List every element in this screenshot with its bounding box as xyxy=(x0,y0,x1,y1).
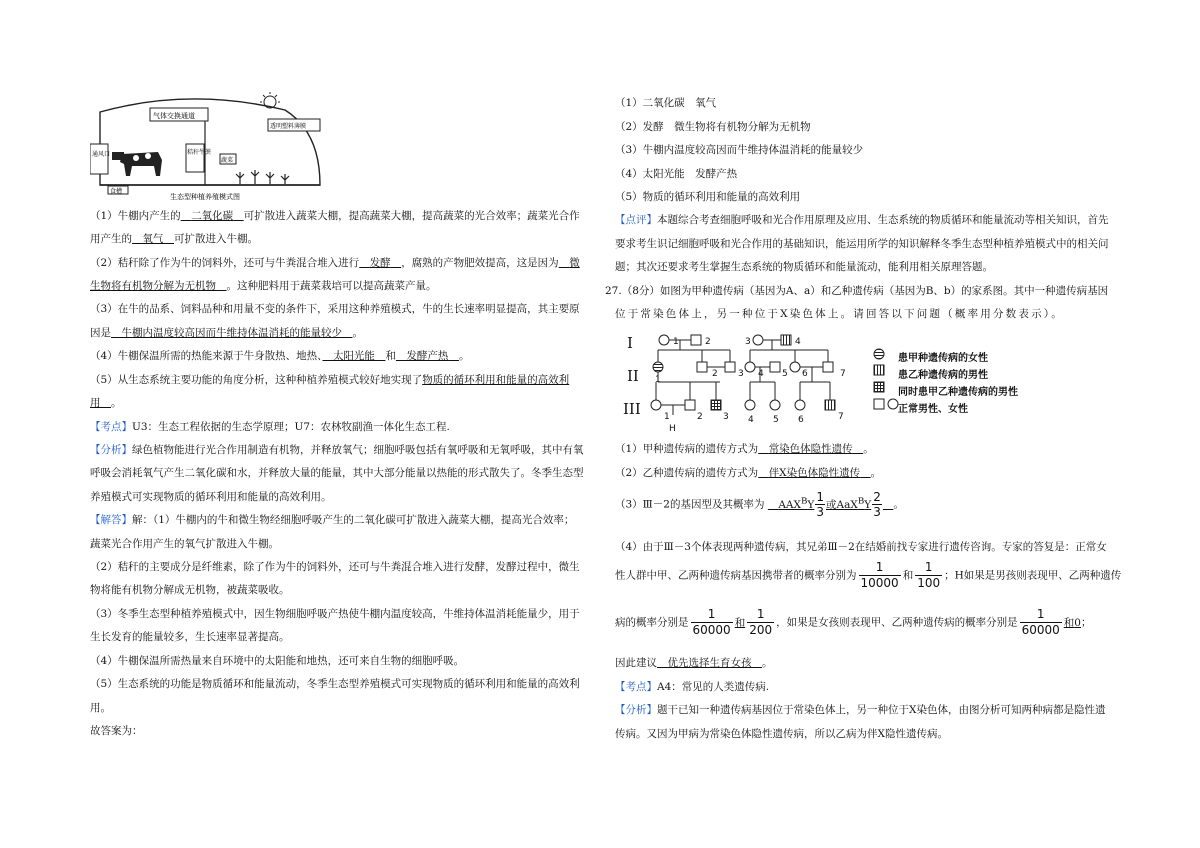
dianping-l3: 题；其次还要求考生掌握生态系统的物质循环和能量流动，能利用相关原理答题。 xyxy=(615,261,993,273)
s1-answer: 常染色体隐性遗传 xyxy=(768,443,853,455)
legend-symbols xyxy=(870,345,900,420)
fenxi-right-l2: 传病。又因为甲病为常染色体隐性遗传病，所以乙病为伴X隐性遗传病。 xyxy=(615,728,948,740)
gen-II-label: II xyxy=(627,367,639,385)
dianping-l1: 【点评】本题综合考查细胞呼吸和光合作用原理及应用、生态系统的物质循环和能量流动等相关知识，首先 xyxy=(615,214,1109,226)
dianping-l2: 要求考生识记细胞呼吸和光合作用的基础知识，能运用所学的知识解释冬季生态型种植养殖模式中的相关问 xyxy=(615,238,1109,250)
q1-answer-2: 氧气 xyxy=(142,233,164,245)
jieda-l6: 生长发育的能量较多，生长速率显著提高。 xyxy=(90,631,290,643)
q5-answer-2: 用 xyxy=(90,397,101,409)
legend-4: 正常男性、女性 xyxy=(898,404,968,415)
q2-answer-2a: 微 xyxy=(569,257,580,269)
eco-farming-diagram xyxy=(90,92,330,202)
diagram-label-straw: 秸秆牛粪 xyxy=(187,149,212,156)
q2-answer-1: 发酵 xyxy=(369,257,391,269)
jieda-l9: 用。 xyxy=(90,702,111,714)
q4-answer-2: 发酵产热 xyxy=(406,350,449,362)
fraction: $\frac{1}{60000}$ xyxy=(692,607,731,637)
pedigree-number: 3 xyxy=(738,369,744,379)
kaodian-left: 【考点】U3：生态工程依据的生态学原理；U7：农林牧副渔一体化生态工程. xyxy=(90,421,450,433)
pedigree-number: 6 xyxy=(798,415,804,425)
pedigree-number: 4 xyxy=(748,415,754,425)
q2-line1: （2）秸秆除了作为牛的饲料外，还可与牛粪混合堆入进行 发酵 ，腐熟的产物肥效提高，这是因为 微 xyxy=(90,257,580,269)
legend-1: 患甲种遗传病的女性 xyxy=(898,353,988,364)
diagram-label-gas-channel: 气体交换通道 xyxy=(153,112,195,120)
q2-line2: 生物将有机物分解为无机物 。这种肥料用于蔬菜栽培可以提高蔬菜产量。 xyxy=(90,280,437,292)
pedigree-number: 1 xyxy=(655,375,661,385)
diagram-label-plastic-film: 透明塑料薄膜 xyxy=(270,123,307,130)
fenxi-left-l1: 【分析】绿色植物能进行光合作用制造有机物，并释放氧气；细胞呼吸包括有氧呼吸和无氧呼吸，其中有氧 xyxy=(90,444,584,456)
q5-answer-1: 物质的循环利用和能量的高效利 xyxy=(422,374,570,386)
q3-line2: 因是 牛棚内温度较高因而牛维持体温消耗的能量较少 。 xyxy=(90,327,363,339)
fenxi-left-l3: 养殖模式可实现物质的循环利用和能量的高效利用。 xyxy=(90,491,332,503)
fraction: $\frac{2}{3}$ xyxy=(873,490,881,519)
fraction: $\frac{1}{10000}$ xyxy=(860,560,899,590)
s3-answer: $AAX^BY$ $\frac{1}{3}$ 或AaX$^B$Y $\frac{2}{3}$ xyxy=(778,490,881,519)
pedigree-number: 4 xyxy=(795,337,801,347)
answer-3: （3）牛棚内温度较高因而牛维持体温消耗的能量较少 xyxy=(615,144,864,156)
answer-1: （1）二氧化碳 氧气 xyxy=(615,97,717,109)
diagram-label-vent: 通风口 xyxy=(92,151,111,158)
pedigree-number: 2 xyxy=(705,337,711,347)
q27-l2: 位于常染色体上，另一种位于X染色体上。请回答以下问题（概率用分数表示）。 xyxy=(615,308,1064,320)
fraction: $\frac{1}{100}$ xyxy=(917,560,941,590)
pedigree-chart xyxy=(650,330,865,435)
q1-line2: 用产生的 氧气 可扩散进入牛棚。 xyxy=(90,233,258,245)
fenxi-left-l2: 呼吸会消耗氧气产生二氧化碳和水，并释放大量的能量，其中大部分能量以热能的形式散失了。冬季生态型 xyxy=(90,467,584,479)
jieda-l8: （5）生态系统的功能是物质循环和能量流动，冬季生态型养殖模式可实现物质的循环利用和能量的高效利 xyxy=(90,678,580,690)
jieda-l7: （4）牛棚保温所需热量来自环境中的太阳能和地热，还可来自生物的细胞呼吸。 xyxy=(90,655,465,667)
s2-answer: 伴X染色体隐性遗传 xyxy=(768,467,861,479)
s1-line: （1）甲种遗传病的遗传方式为 常染色体隐性遗传 。 xyxy=(615,443,874,455)
fraction: $\frac{1}{60000}$ xyxy=(1021,607,1060,637)
fenxi-right-l1: 【分析】题干已知一种遗传病基因位于常染色体上，另一种位于X染色体，由图分析可知两种病都是隐性遗 xyxy=(615,704,1106,716)
pedigree-number: 3 xyxy=(723,412,729,422)
q1-answer-1: 二氧化碳 xyxy=(191,210,234,222)
q4-answer-1: 太阳光能 xyxy=(332,350,375,362)
pedigree-number: 6 xyxy=(802,369,808,379)
kaodian-right: 【考点】A4：常见的人类遗传病. xyxy=(615,681,770,693)
q3-answer: 牛棚内温度较高因而牛维持体温消耗的能量较少 xyxy=(121,327,342,339)
q5-line2: 用 。 xyxy=(90,397,122,409)
fraction: $\frac{1}{200}$ xyxy=(749,607,773,637)
pedigree-number: 1 xyxy=(664,412,670,422)
diagram-label-trough: 食槽 xyxy=(110,188,123,195)
pedigree-number: 1 xyxy=(673,337,679,347)
legend-3: 同时患甲乙种遗传病的男性 xyxy=(898,387,1018,398)
s4-line3: 病的概率分别是 $\frac{1}{60000}$ 和 $\frac{1}{200}$ ，如果是女孩则表现甲、乙两种遗传病的概率分别是 $\frac{1}{60000}$ 和0； xyxy=(615,607,1092,637)
jieda-l4: 物将能有机物分解成无机物，被蔬菜吸收。 xyxy=(90,584,290,596)
jieda-l3: （2）秸秆的主要成分是纤维素，除了作为牛的饲料外，还可与牛粪混合堆入进行发酵，发酵过程中，微生 xyxy=(90,561,580,573)
fraction: $\frac{1}{3}$ xyxy=(816,490,824,519)
answer-4: （4）太阳光能 发酵产热 xyxy=(615,168,738,180)
q1-line1: （1）牛棚内产生的 二氧化碳 可扩散进入蔬菜大棚，提高蔬菜大棚，提高蔬菜的光合效率；蔬菜光合作 xyxy=(90,210,580,222)
pedigree-number: 3 xyxy=(745,337,751,347)
pedigree-number: 7 xyxy=(840,369,846,379)
pedigree-number: 4 xyxy=(758,369,764,379)
s2-line: （2）乙种遗传病的遗传方式为 伴X染色体隐性遗传 。 xyxy=(615,467,882,479)
s4-line4: 因此建议 优先选择生育女孩 。 xyxy=(615,657,773,669)
q2-answer-2b: 生物将有机物分解为无机物 xyxy=(90,280,216,292)
pedigree-number: 5 xyxy=(782,369,788,379)
q27-l1: 27.（8分）如图为甲种遗传病（基因为A、a）和乙种遗传病（基因为B、b）的家系图。其中一种遗传病基因 xyxy=(605,285,1109,297)
jieda-l1: 【解答】解：（1）牛棚内的牛和微生物经细胞呼吸产生的二氧化碳可扩散进入蔬菜大棚，提高光合效率； xyxy=(90,514,575,526)
jieda-l10: 故答案为： xyxy=(90,725,143,737)
diagram-caption: 生态型种植养殖模式图 xyxy=(170,193,240,201)
jieda-l5: （3）冬季生态型种植养殖模式中，因生物细胞呼吸产热使牛棚内温度较高，牛维持体温消耗能量少，用于 xyxy=(90,608,580,620)
gen-I-label: I xyxy=(627,334,633,352)
s4-line2: 性人群中甲、乙两种遗传病基因携带者的概率分别为 $\frac{1}{10000}$ 和 $\frac{1}{100}$ ；H如果是男孩则表现甲、乙两种遗传 xyxy=(615,560,1122,590)
pedigree-number: 2 xyxy=(697,412,703,422)
pedigree-number: 5 xyxy=(773,415,779,425)
answer-5: （5）物质的循环利用和能量的高效利用 xyxy=(615,191,801,203)
answer-2: （2）发酵 微生物将有机物分解为无机物 xyxy=(615,121,811,133)
pedigree-h-label: H xyxy=(669,424,676,434)
jieda-l2: 蔬菜光合作用产生的氧气扩散进入牛棚。 xyxy=(90,538,279,550)
s4-answer: 优先选择生育女孩 xyxy=(667,657,752,669)
pedigree-number: 7 xyxy=(838,412,844,422)
q3-line1: （3）在牛的品系、饲料品种和用量不变的条件下，采用这种养殖模式，牛的生长速率明显提高，其主要原 xyxy=(90,303,580,315)
gen-III-label: III xyxy=(623,400,641,418)
diagram-label-vegetable: 蔬菜 xyxy=(221,157,234,164)
s3-line: （3）Ⅲ－2的基因型及其概率为 $AAX^BY$ $\frac{1}{3}$ 或AaX$^B$Y $\frac{2}{3}$ 。 xyxy=(615,490,904,519)
q5-line1: （5）从生态系统主要功能的角度分析，这种种植养殖模式较好地实现了物质的循环利用和能量的高效利 xyxy=(90,374,570,386)
s4-line1: （4）由于Ⅲ－3个体表现两种遗传病，其兄弟Ⅲ－2在结婚前找专家进行遗传咨询。专家的答复是：正常女 xyxy=(615,541,1107,553)
legend-2: 患乙种遗传病的男性 xyxy=(898,370,988,381)
pedigree-number: 2 xyxy=(712,369,718,379)
q4-line: （4）牛棚保温所需的热能来源于牛身散热、地热、 太阳光能 和 发酵产热 。 xyxy=(90,350,470,362)
